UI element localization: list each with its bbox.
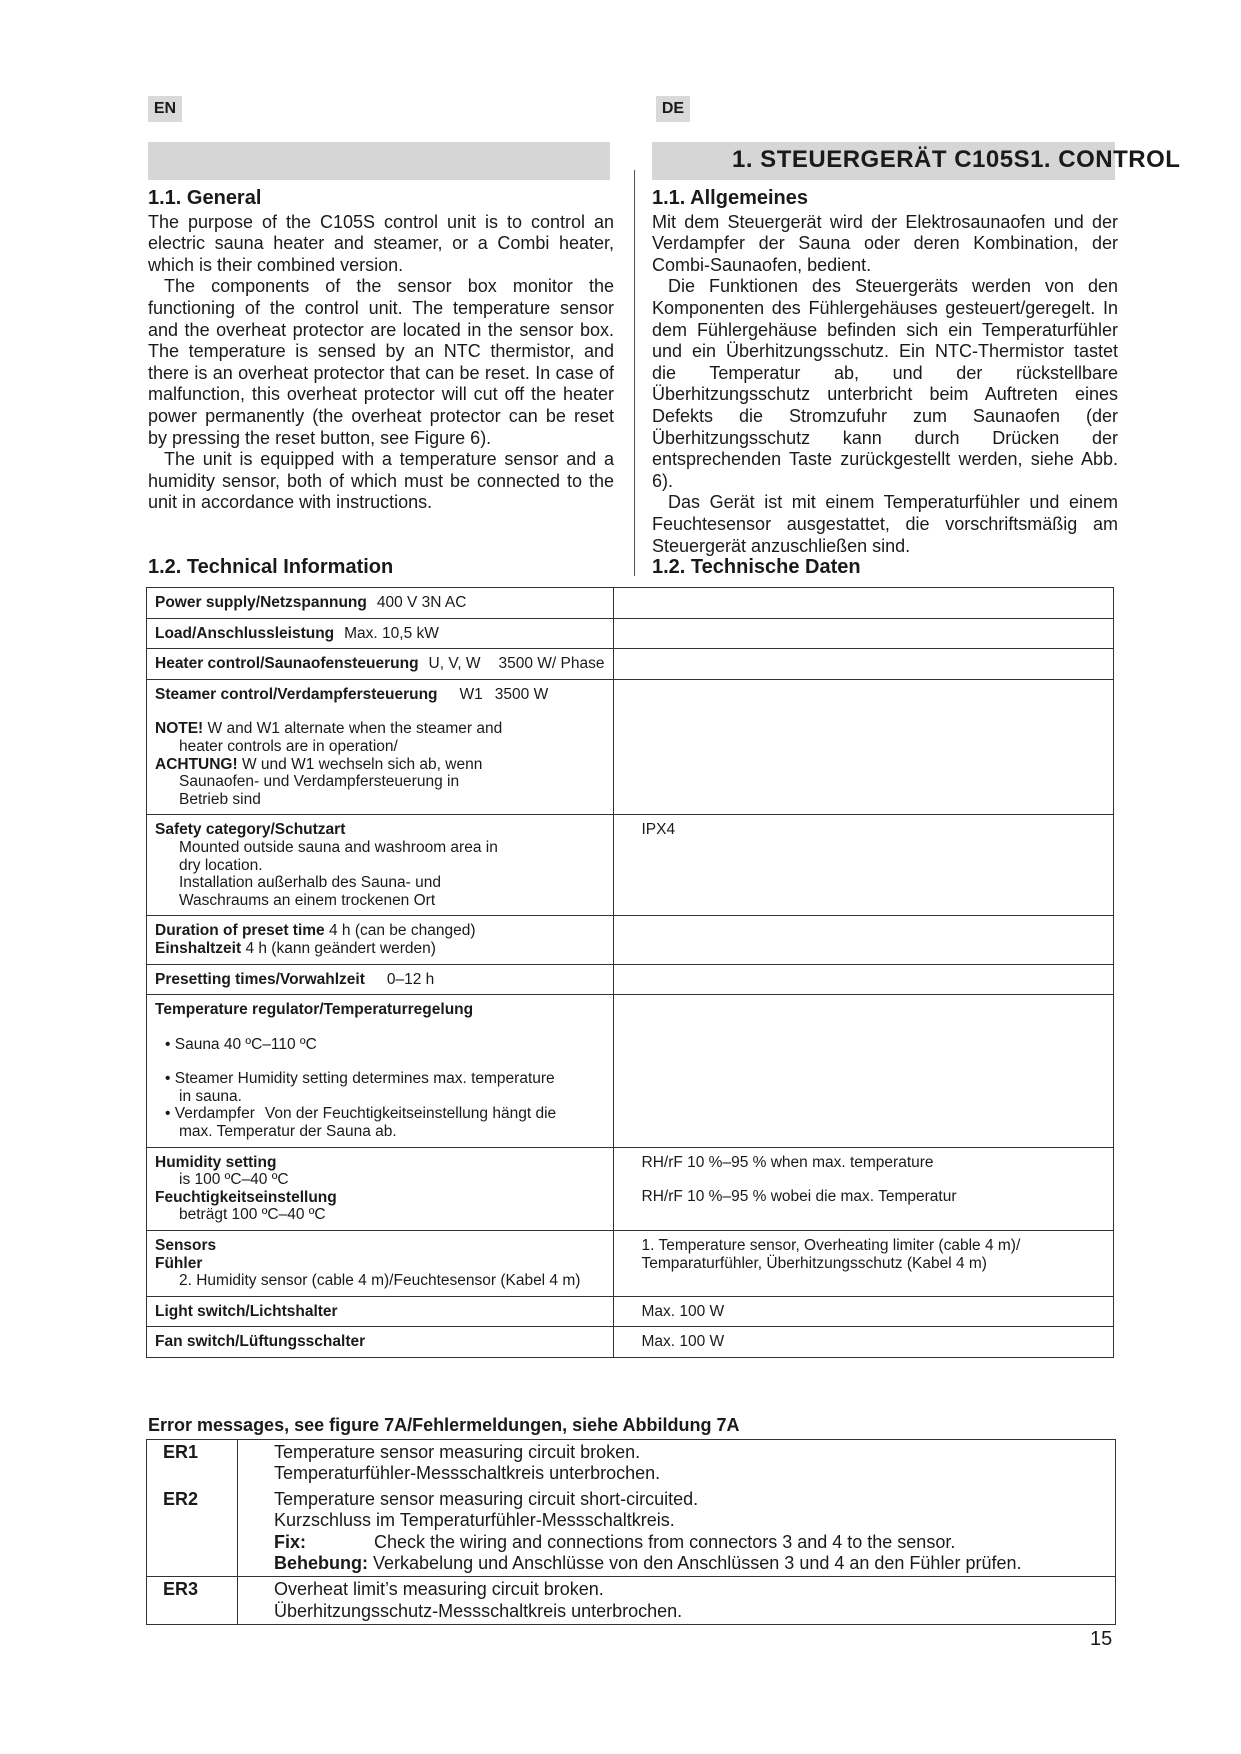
achtung-text: W und W1 wechseln sich ab, wenn	[241, 755, 483, 773]
verdampfer-label: Verdampfer	[174, 1105, 255, 1123]
page-title: 1. STEUERGERÄT C105S1. CONTROL	[732, 146, 1181, 173]
fan-label: Fan switch/Lüftungsschalter	[147, 1327, 614, 1358]
feucht-de: beträgt 100 ºC–40 ºC	[179, 1206, 326, 1224]
feucht-label: Feuchtigkeitseinstellung	[155, 1188, 337, 1206]
sensors-value-2: Temparaturfühler, Überhitzungsschutz (Kabel 4 m)	[641, 1254, 987, 1272]
table-row	[147, 1327, 1114, 1358]
einschalt-value: 4 h (kann geändert werden)	[245, 939, 436, 957]
table-row	[147, 1296, 1114, 1327]
safety-en-1: Mounted outside sauna and washroom area in	[179, 838, 498, 856]
humidity-en: is 100 ºC–40 ºC	[179, 1171, 289, 1189]
error-table	[146, 1439, 1116, 1625]
einschalt-label: Einshaltzeit	[155, 939, 242, 957]
heater-value: U, V, W	[428, 655, 481, 673]
er2-de: Kurzschluss im Temperaturfühler-Messschaltkreis.	[274, 1510, 675, 1531]
title-bar-en	[148, 142, 610, 180]
table-row	[147, 815, 1114, 916]
fix-text: Check the wiring and connections from connectors 3 and 4 to the sensor.	[374, 1531, 956, 1552]
light-label: Light switch/Lichtshalter	[147, 1296, 614, 1327]
en-subheading: 1.2. Technical Information	[148, 556, 394, 578]
note-text-2: heater controls are in operation/	[179, 737, 398, 755]
de-column	[652, 188, 1118, 557]
table-row	[147, 1577, 1116, 1625]
table-row	[147, 618, 1114, 649]
er3-code: ER3	[147, 1577, 238, 1625]
safety-label: Safety category/Schutzart	[155, 821, 346, 839]
note-text: W and W1 alternate when the steamer and	[207, 720, 503, 738]
sensors-value-3: 2. Humidity sensor (cable 4 m)/Feuchtesensor (Kabel 4 m)	[179, 1272, 581, 1290]
sensors-label: Sensors	[155, 1237, 217, 1255]
preset-label: Presetting times/Vorwahlzeit	[155, 970, 365, 988]
steamer-value: W1	[459, 685, 483, 703]
er1-de: Temperaturfühler-Messschaltkreis unterbrochen.	[274, 1463, 661, 1484]
load-label: Load/Anschlussleistung	[155, 624, 335, 642]
achtung-text-2: Saunaofen- und Verdampfersteuerung in	[179, 773, 460, 791]
safety-de-1: Installation außerhalb des Sauna- und	[179, 874, 441, 892]
table-row	[147, 916, 1114, 964]
error-messages-title: Error messages, see figure 7A/Fehlermeldungen, siehe Abbildung 7A	[148, 1415, 740, 1435]
table-row	[147, 649, 1114, 680]
note-label: NOTE!	[155, 720, 204, 738]
safety-value: IPX4	[613, 815, 1114, 916]
heater-value-2: 3500 W/ Phase	[498, 655, 605, 673]
er3-de: Überhitzungsschutz-Messschaltkreis unterbrochen.	[274, 1600, 683, 1621]
column-divider	[634, 170, 635, 576]
er3-en: Overheat limit’s measuring circuit broken.	[274, 1579, 604, 1600]
de-paragraph-1: Mit dem Steuergerät wird der Elektrosaunaofen und der Verdampfer der Sauna oder deren Kombination, der Combi-Saunaofen, bedient.	[652, 211, 1118, 275]
fuehler-label: Fühler	[155, 1254, 203, 1272]
table-row	[147, 1487, 1116, 1577]
steamer-value-2: 3500 W	[494, 685, 549, 703]
en-column	[148, 188, 614, 514]
lang-tag-en: EN	[148, 96, 182, 122]
verdampfer-text: Von der Feuchtigkeitseinstellung hängt die	[264, 1105, 557, 1123]
en-heading: 1.1. General	[148, 187, 262, 209]
behebung-text: Verkabelung und Anschlüsse von den Anschlüssen 3 und 4 an den Fühler prüfen.	[373, 1553, 1022, 1574]
sauna-value: 40 ºC–110 ºC	[223, 1035, 317, 1053]
technical-table	[146, 587, 1114, 1358]
en-paragraph-3: The unit is equipped with a temperature sensor and a humidity sensor, both of which must be connected to the unit in accordance with instructions.	[148, 449, 614, 513]
table-row	[147, 588, 1114, 619]
safety-en-2: dry location.	[179, 856, 263, 874]
humidity-value-en: RH/rF 10 %–95 % when max. temperature	[641, 1153, 934, 1171]
lang-tag-de: DE	[656, 96, 690, 122]
verdampfer-text-2: max. Temperatur der Sauna ab.	[179, 1123, 397, 1141]
steamer-bullet-label: Steamer	[174, 1070, 234, 1088]
table-row	[147, 964, 1114, 995]
light-value: Max. 100 W	[613, 1296, 1114, 1327]
power-value: 400 V 3N AC	[376, 594, 467, 611]
steamer-bullet-text: Humidity setting determines max. temperature	[237, 1070, 555, 1088]
table-row: Temperature regulator/Temperaturregelung • Sauna 40 ºC–110 ºC • Steamer Humidity setting determines max. temperature in sauna. • Verdampfer Von der Feuchtigkeitseinstellung hängt die max. Temperatur der Sauna ab.	[147, 995, 1114, 1148]
table-row	[147, 1440, 1116, 1487]
achtung-label: ACHTUNG!	[155, 755, 238, 773]
safety-de-2: Waschraums an einem trockenen Ort	[179, 891, 436, 909]
er1-en: Temperature sensor measuring circuit broken.	[274, 1442, 641, 1462]
duration-value: 4 h (can be changed)	[328, 922, 476, 940]
steamer-bullet-text-2: in sauna.	[179, 1087, 242, 1105]
er2-en: Temperature sensor measuring circuit short-circuited.	[274, 1488, 699, 1509]
er1-code: ER1	[147, 1440, 238, 1487]
steamer-label: Steamer control/Verdampfersteuerung	[155, 685, 438, 703]
table-row	[147, 1147, 1114, 1230]
de-heading: 1.1. Allgemeines	[652, 187, 808, 209]
de-paragraph-2: Die Funktionen des Steuergeräts werden von den Komponenten des Fühlergehäuses gesteuert/geregelt. In dem Fühlergehäuse befinden sich ein Temperaturfühler und ein Überhitzungsschutz. Ein NTC-Thermistor tastet die Temperatur ab, und der rückstellbare Überhitzungsschutz unterbricht beim Auftreten eines Defekts die Stromzufuhr zum Saunaofen (der Überhitzungsschutz kann durch Drücken der entsprechenden Taste zurückgestellt werden, siehe Abb. 6).	[652, 276, 1118, 491]
page-number: 15	[1090, 1628, 1113, 1650]
table-row	[147, 1231, 1114, 1297]
er2-code: ER2	[147, 1487, 238, 1577]
duration-label: Duration of preset time	[155, 922, 325, 940]
preset-value: 0–12 h	[386, 970, 435, 988]
fix-label: Fix:	[274, 1531, 307, 1552]
en-paragraph-1: The purpose of the C105S control unit is to control an electric sauna heater and steamer, or a Combi heater, which is their combined version.	[148, 211, 614, 275]
de-subheading: 1.2. Technische Daten	[652, 556, 861, 578]
sensors-value-1: 1. Temperature sensor, Overheating limiter (cable 4 m)/	[641, 1237, 1021, 1255]
table-row	[147, 679, 1114, 815]
humidity-label: Humidity setting	[155, 1153, 277, 1171]
heater-label: Heater control/Saunaofensteuerung	[155, 655, 419, 673]
de-paragraph-3: Das Gerät ist mit einem Temperaturfühler und einem Feuchtesensor ausgestattet, die vorschriftsmäßig am Steuergerät anzuschließen sind.	[652, 492, 1118, 556]
humidity-value-de: RH/rF 10 %–95 % wobei die max. Temperatur	[641, 1188, 957, 1206]
behebung-label: Behebung:	[274, 1553, 368, 1574]
load-value: Max. 10,5 kW	[344, 624, 439, 642]
sauna-label: Sauna	[174, 1035, 220, 1053]
power-label: Power supply/Netzspannung	[155, 594, 367, 611]
achtung-text-3: Betrieb sind	[179, 790, 261, 808]
temp-label: Temperature regulator/Temperaturregelung	[155, 1001, 474, 1019]
fan-value: Max. 100 W	[613, 1327, 1114, 1358]
en-paragraph-2: The components of the sensor box monitor the functioning of the control unit. The temperature sensor and the overheat protector are located in the sensor box. The temperature is sensed by an NTC thermistor, and there is an overheat protector that can be reset. In case of malfunction, this overheat protector will cut off the heater power permanently (the overheat protector can be reset by pressing the reset button, see Figure 6).	[148, 276, 614, 448]
